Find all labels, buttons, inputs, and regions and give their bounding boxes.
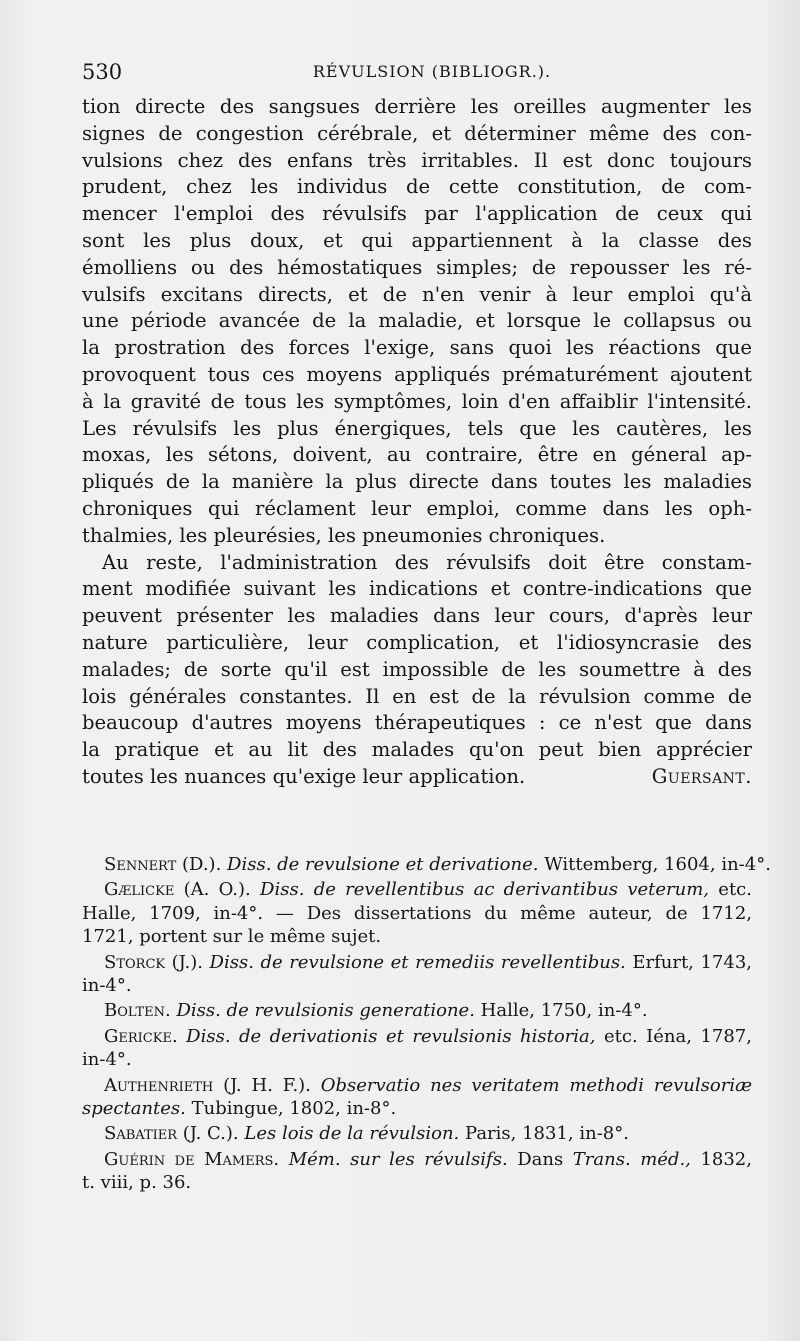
closing-line xyxy=(82,764,752,791)
text-line: moxas, les sétons, doivent, au contraire, être en géneral ap- xyxy=(82,443,752,467)
text-line: une période avancée de la maladie, et lorsque le collapsus ou xyxy=(82,309,752,333)
bib-author: Sabatier (J. C.). xyxy=(104,1123,239,1145)
text-line: lois générales constantes. Il en est de la révulsion comme de xyxy=(82,684,752,708)
page-number: 530 xyxy=(82,60,123,84)
bib-title: Diss. de revellentibus ac derivantibus veterum, xyxy=(260,879,710,901)
bib-entry-storck xyxy=(82,951,752,998)
bibliography xyxy=(82,853,771,1197)
text-line: à la gravité de tous les symptômes, loin d'en affaiblir l'intensité. xyxy=(82,389,752,413)
bib-imprint: Erfurt, 1743, xyxy=(632,951,752,973)
bib-entry-gaelicke xyxy=(82,878,752,948)
bib-author: Bolten. xyxy=(104,1000,171,1022)
text-line: prudent, chez les individus de cette constitution, de com- xyxy=(82,175,752,199)
bib-title: Diss. de revulsione et remediis revellentibus. xyxy=(209,951,626,973)
bib-author: Storck (J.). xyxy=(104,951,203,973)
text-line: vulsifs excitans directs, et de n'en venir à leur emploi qu'à xyxy=(82,282,752,306)
bib-entry-sabatier xyxy=(82,1122,752,1145)
bib-title-continued: spectantes. xyxy=(82,1098,186,1120)
bib-continuation: Halle, 1709, in-4°. — Des dissertations du même auteur, de 1712, xyxy=(82,902,752,924)
bib-imprint: Wittemberg, 1604, in-4°. xyxy=(544,854,771,875)
bib-continuation: t. viii, p. 36. xyxy=(82,1172,192,1194)
bib-author: Authenrieth (J. H. F.). xyxy=(104,1074,311,1096)
text-line: tion directe des sangsues derrière les oreilles augmenter les xyxy=(82,95,752,118)
bib-title: Diss. de revulsione et derivatione. xyxy=(227,854,539,875)
bib-author: Gælicke (A. O.). xyxy=(104,879,251,901)
bib-imprint: etc. xyxy=(718,879,752,901)
bib-entry-bolten xyxy=(82,999,752,1022)
bib-author: Guérin de Mamers. xyxy=(104,1148,280,1170)
text-line: émolliens ou des hémostatiques simples; de repousser les ré- xyxy=(82,255,752,279)
text-line: ment modifiée suivant les indications et contre-indications que xyxy=(82,577,752,601)
bib-title: Diss. de revulsionis generatione. xyxy=(176,1000,475,1022)
text-line: signes de congestion cérébrale, et déterminer même des con- xyxy=(82,121,752,145)
bib-journal: Trans. méd., xyxy=(572,1148,691,1170)
bib-entry-sennert xyxy=(82,853,771,876)
text-line: nature particulière, leur complication, et l'idiosyncrasie des xyxy=(82,630,752,654)
bib-continuation: in-4°. xyxy=(82,975,132,997)
text-line: mencer l'emploi des révulsifs par l'application de ceux qui xyxy=(82,202,752,226)
bib-author: Sennert (D.). xyxy=(104,854,222,875)
text-line: Au reste, l'administration des révulsifs doit être constam- xyxy=(102,550,752,574)
bib-title: Diss. de derivationis et revulsionis historia, xyxy=(186,1025,596,1047)
text-line: vulsions chez des enfans très irritables. Il est donc toujours xyxy=(82,148,752,172)
bib-entry-guerin xyxy=(82,1148,752,1195)
text-line: chroniques qui réclament leur emploi, comme dans les oph- xyxy=(82,496,752,520)
bib-entry-authenrieth xyxy=(82,1074,752,1121)
bib-entry-gericke xyxy=(82,1025,752,1072)
bib-imprint: 1832, xyxy=(700,1148,752,1170)
text-line: sont les plus doux, et qui appartiennent à la classe des xyxy=(82,228,752,252)
bib-title: Observatio nes veritatem methodi revulsoriæ xyxy=(320,1074,752,1096)
bib-imprint: etc. Iéna, 1787, xyxy=(604,1025,752,1047)
bib-continuation: 1721, portent sur le même sujet. xyxy=(82,926,382,948)
text-line: provoquent tous ces moyens appliqués prématurément ajoutent xyxy=(82,362,752,386)
bib-imprint: Tubingue, 1802, in-8°. xyxy=(191,1098,397,1120)
text-line: pliqués de la manière la plus directe dans toutes les maladies xyxy=(82,470,752,494)
text-line: la pratique et au lit des malades qu'on peut bien apprécier xyxy=(82,738,752,762)
bib-imprint-prefix: Dans xyxy=(517,1148,564,1170)
bib-title: Les lois de la révulsion. xyxy=(244,1123,460,1145)
bib-imprint: Halle, 1750, in-4°. xyxy=(480,1000,648,1022)
paragraph-2 xyxy=(82,550,752,764)
paragraph-1 xyxy=(82,94,752,550)
body-text xyxy=(82,94,752,791)
text-line: la prostration des forces l'exige, sans quoi les réactions que xyxy=(82,336,752,360)
closing-text: toutes les nuances qu'exige leur application. xyxy=(82,764,526,788)
text-line: malades; de sorte qu'il est impossible de les soumettre à des xyxy=(82,657,752,681)
bib-imprint: Paris, 1831, in-8°. xyxy=(465,1123,629,1145)
bib-author: Gericke. xyxy=(104,1025,178,1047)
page-header xyxy=(82,60,742,90)
bib-continuation: in-4°. xyxy=(82,1049,132,1071)
bib-title: Mém. sur les révulsifs. xyxy=(288,1148,508,1170)
running-head: RÉVULSION (BIBLIOGR.). xyxy=(312,62,552,81)
text-line: peuvent présenter les maladies dans leur cours, d'après leur xyxy=(82,604,752,628)
author-signature: Guersant. xyxy=(651,764,752,788)
text-line: beaucoup d'autres moyens thérapeutiques : ce n'est que dans xyxy=(82,711,752,735)
text-line: Les révulsifs les plus énergiques, tels que les cautères, les xyxy=(82,416,752,440)
text-line: thalmies, les pleurésies, les pneumonies chroniques. xyxy=(82,523,606,547)
